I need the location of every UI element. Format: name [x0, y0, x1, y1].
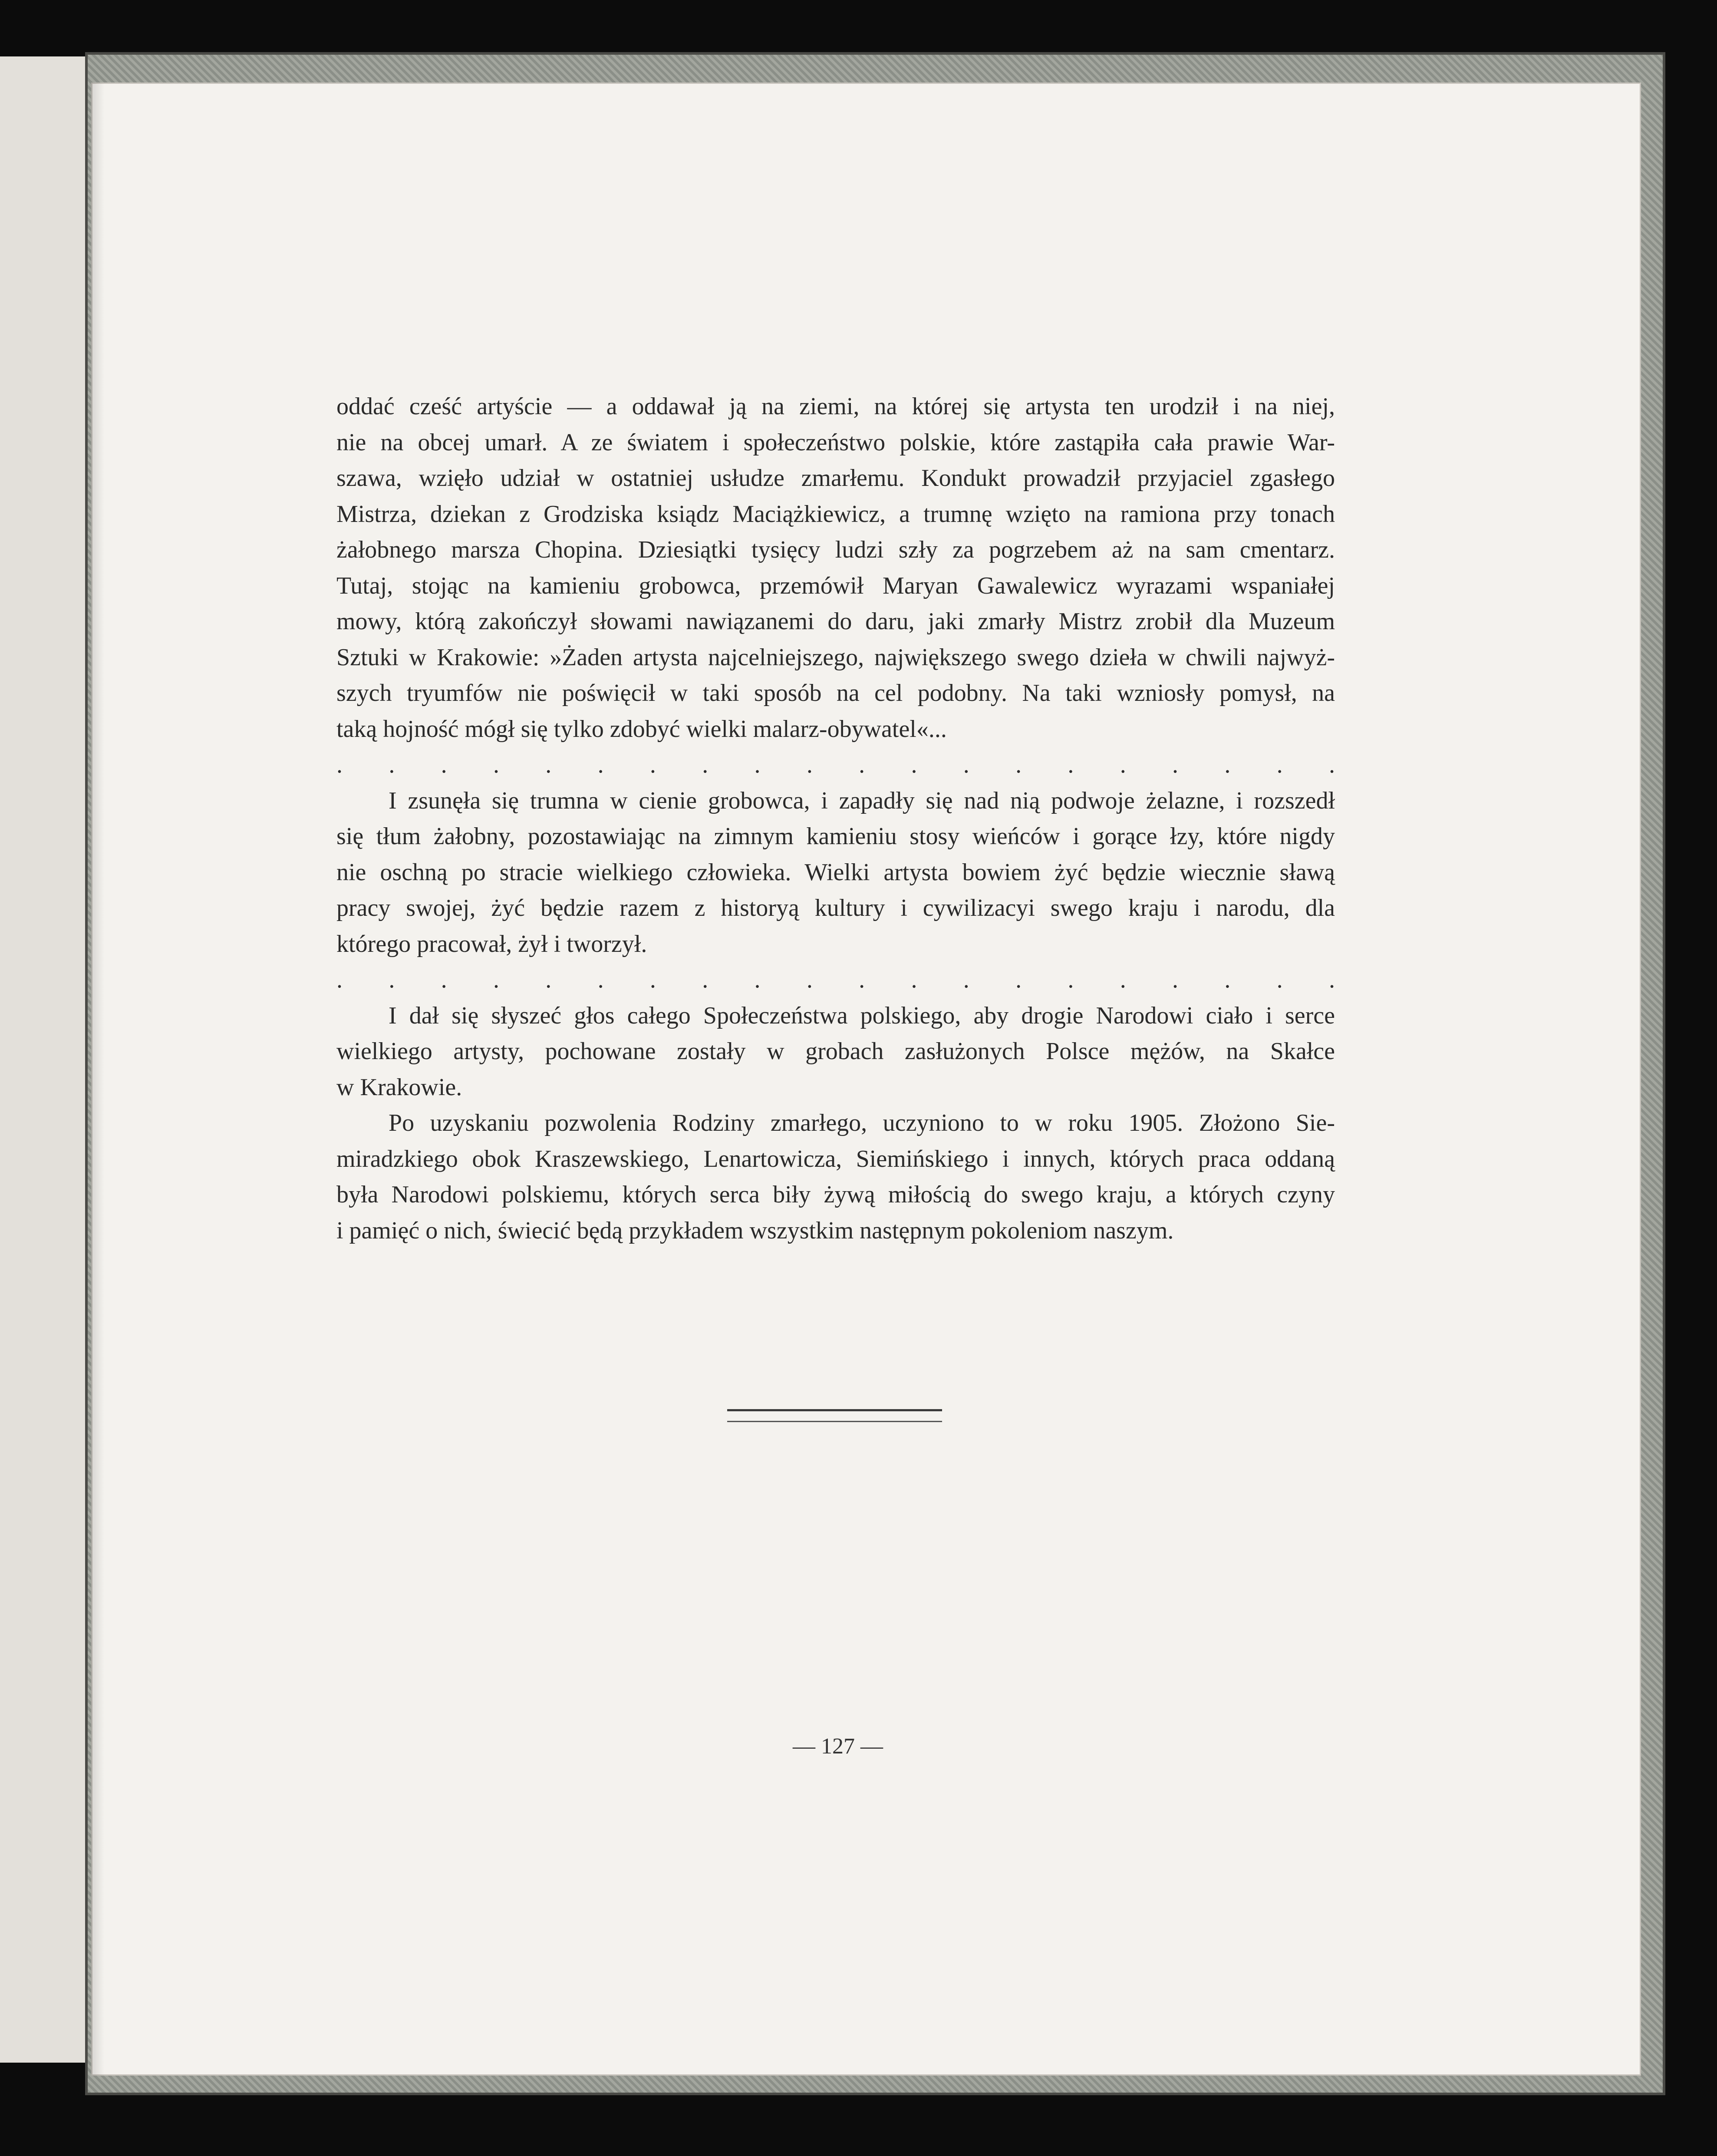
- paragraph-2: [336, 783, 1335, 962]
- text-line: I dał się słyszeć głos całego Społeczeństwa polskiego, aby drogie Narodowi ciało i serce: [389, 1002, 1335, 1029]
- text-line: była Narodowi polskiemu, których serca biły żywą miłością do swego kraju, a których czyny: [336, 1181, 1335, 1208]
- text-line: szawa, wzięło udział w ostatniej usłudze zmarłemu. Kondukt prowadził przyjaciel zgasłego: [336, 465, 1335, 492]
- text-line: Po uzyskaniu pozwolenia Rodziny zmarłego, uczyniono to w roku 1905. Złożono Sie-: [389, 1109, 1335, 1136]
- paragraph-3: [336, 998, 1335, 1106]
- ellipsis-dots-separator: . . . . . . . . . . . . . . . . . . . .: [336, 966, 1335, 993]
- text-line: się tłum żałobny, pozostawiając na zimnym kamieniu stosy wieńców i gorące łzy, które nigdy: [336, 823, 1335, 850]
- text-line: którego pracował, żył i tworzył.: [336, 930, 647, 957]
- text-line: oddać cześć artyście — a oddawał ją na ziemi, na której się artysta ten urodził i na niej,: [336, 393, 1335, 420]
- text-line: pracy swojej, żyć będzie razem z historyą kultury i cywilizacyi swego kraju i narodu, dla: [336, 895, 1335, 921]
- paragraph-1: [336, 389, 1335, 747]
- page-text: [336, 389, 1335, 1248]
- text-line: i pamięć o nich, świecić będą przykładem wszystkim następnym pokoleniom naszym.: [336, 1217, 1174, 1244]
- closing-double-rule: [727, 1409, 942, 1422]
- text-line: nie na obcej umarł. A ze światem i społeczeństwo polskie, które zastąpiła cała prawie War-: [336, 429, 1335, 456]
- text-line: szych tryumfów nie poświęcił w taki sposób na cel podobny. Na taki wzniosły pomysł, na: [336, 680, 1335, 707]
- text-line: w Krakowie.: [336, 1073, 462, 1101]
- spine-shadow: [91, 83, 104, 2076]
- page-number: — 127 —: [793, 1734, 883, 1759]
- rule-line-thick: [727, 1409, 942, 1411]
- text-line: Sztuki w Krakowie: »Żaden artysta najcelniejszego, największego swego dzieła w chwili najwyż-: [336, 644, 1335, 671]
- text-line: żałobnego marsza Chopina. Dziesiątki tysięcy ludzi szły za pogrzebem aż na sam cmentarz.: [336, 536, 1335, 563]
- paragraph-4: [336, 1105, 1335, 1248]
- text-line: miradzkiego obok Kraszewskiego, Lenartowicza, Siemińskiego i innych, których praca oddaną: [336, 1145, 1335, 1172]
- text-line: Tutaj, stojąc na kamieniu grobowca, przemówił Maryan Gawalewicz wyrazami wspaniałej: [336, 572, 1335, 599]
- ellipsis-dots-separator: . . . . . . . . . . . . . . . . . . . .: [336, 751, 1335, 778]
- text-line: wielkiego artysty, pochowane zostały w grobach zasłużonych Polsce mężów, na Skałce: [336, 1038, 1335, 1065]
- rule-line-thin: [727, 1421, 942, 1422]
- text-line: taką hojność mógł się tylko zdobyć wielki malarz-obywatel«...: [336, 715, 947, 743]
- text-line: nie oschną po stracie wielkiego człowieka. Wielki artysta bowiem żyć będzie wiecznie sławą: [336, 858, 1335, 886]
- text-line: mowy, którą zakończył słowami nawiązanemi do daru, jaki zmarły Mistrz zrobił dla Muzeum: [336, 608, 1335, 635]
- text-line: I zsunęła się trumna w cienie grobowca, i zapadły się nad nią podwoje żelazne, i rozszedł: [389, 787, 1335, 814]
- text-line: Mistrza, dziekan z Grodziska ksiądz Maciążkiewicz, a trumnę wzięto na ramiona przy tonach: [336, 500, 1335, 528]
